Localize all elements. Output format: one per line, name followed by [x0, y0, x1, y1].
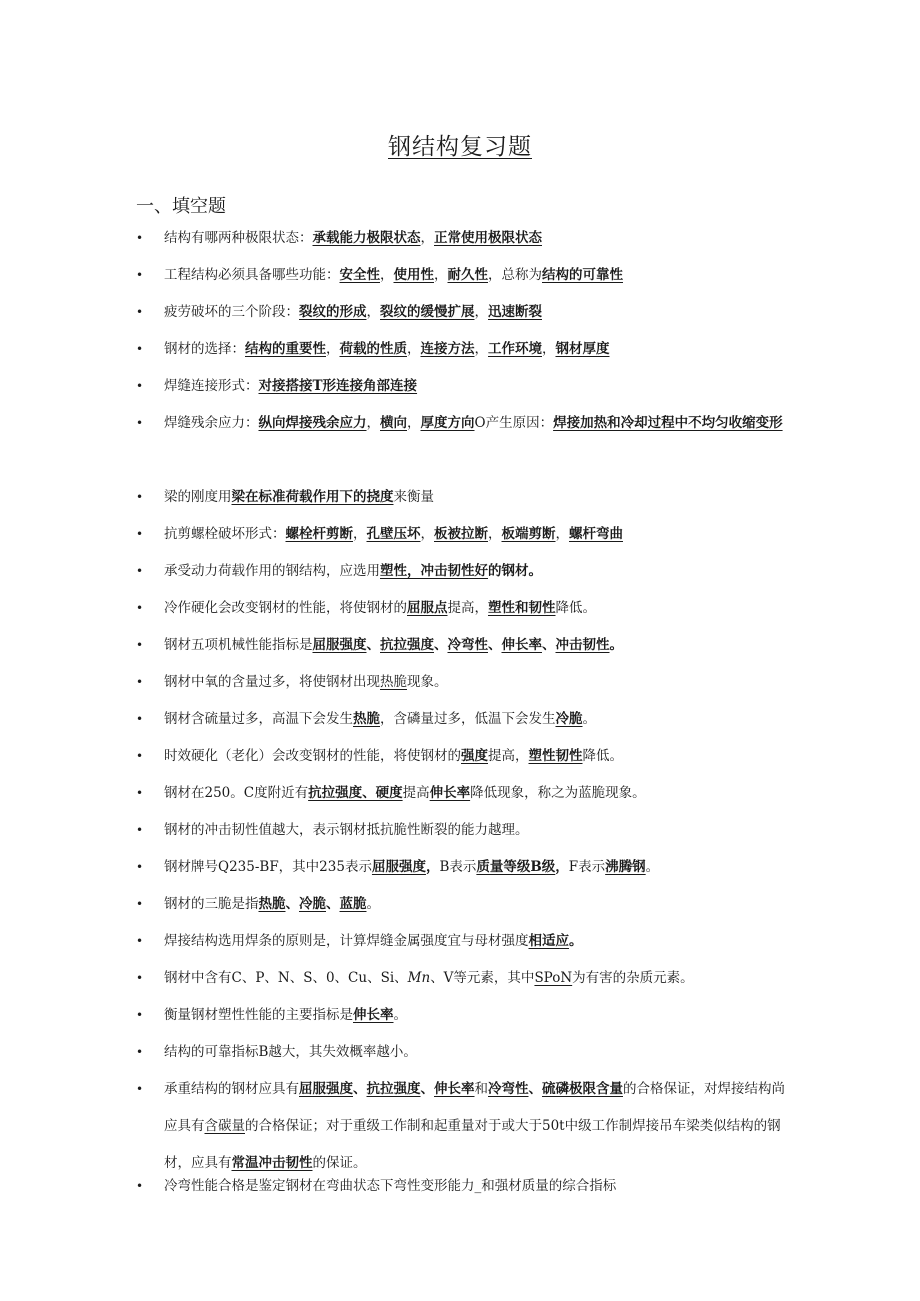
list-item [136, 257, 786, 294]
question-text: 提高 [402, 785, 430, 801]
bullet-icon: • [136, 601, 144, 615]
answer-text: 使用性 [393, 267, 434, 283]
list-item [136, 812, 786, 849]
question-text: 钢材的冲击韧性值越大，表示钢材抵抗脆性断裂的能力越理。 [164, 822, 529, 838]
answer-text: 屈服强度 [299, 1081, 353, 1097]
question-text: 、 [326, 896, 340, 912]
list-item-text [136, 331, 786, 368]
question-text: F表示 [568, 859, 606, 875]
answer-text: 屈服点 [407, 600, 448, 616]
question-text: ， [380, 267, 394, 283]
question-text: 。 [645, 859, 660, 875]
answer-text: 伸长率 [429, 785, 471, 801]
question-text: 焊缝连接形式： [164, 378, 259, 394]
question-text: ， [555, 859, 569, 875]
answer-text: 塑性，冲击韧性好 [380, 563, 488, 579]
question-text: 的合格保证，对焊接结构尚应具有 [164, 1081, 785, 1134]
answer-text: 质量等级B级 [476, 859, 556, 875]
answer-text: 塑性韧性 [528, 748, 583, 764]
list-item-text [136, 923, 786, 960]
answer-text: 板端剪断 [501, 526, 556, 542]
answer-text: SPoN [534, 970, 573, 986]
answer-text: 迅速断裂 [488, 304, 542, 320]
question-text: 降低。 [555, 600, 596, 616]
list-item [136, 960, 786, 997]
question-text: 冷作硬化会改变钢材的性能，将使钢材的 [164, 600, 407, 616]
question-text: 钢材中含有C、P、N、S、0、Cu、Si、 [164, 970, 408, 986]
list-item-text [136, 960, 786, 997]
bullet-icon: • [136, 971, 144, 985]
list-item-text [136, 516, 786, 553]
question-text: 、 [488, 637, 502, 653]
answer-text: 屈服强度 [371, 859, 426, 875]
list-item-text [136, 1168, 786, 1205]
answer-text: 热脆 [258, 896, 286, 912]
list-item [136, 331, 786, 368]
list-item [136, 923, 786, 960]
bullet-icon: • [136, 268, 144, 282]
page-title-text: 钢结构复习题 [388, 134, 532, 160]
answer-text: 沸腾钢 [605, 859, 646, 875]
question-text: ， [542, 341, 556, 357]
bullet-icon: • [136, 786, 144, 800]
answer-text: 冷脆 [299, 896, 326, 912]
list-item [136, 701, 786, 738]
answer-text: 冷弯性 [447, 637, 488, 653]
question-text: ， [474, 341, 488, 357]
question-text: O产生原因： [474, 415, 554, 431]
question-text: ， [488, 526, 502, 542]
question-text: 钢材的三脆是指 [164, 896, 259, 912]
question-text: 钢材五项机械性能指标是 [164, 637, 313, 653]
list-item-text [136, 849, 786, 886]
bullet-icon: • [136, 934, 144, 948]
list-item [136, 1168, 786, 1205]
list-item [136, 997, 786, 1034]
list-item [136, 590, 786, 627]
bullet-icon: • [136, 1082, 144, 1096]
list-item [136, 849, 786, 886]
question-text: ，含磷量过多，低温下会发生 [380, 711, 556, 727]
bullet-icon: • [136, 379, 144, 393]
question-text: ， [425, 859, 440, 875]
answer-text: 正常使用极限状态 [434, 230, 542, 246]
list-item-text [136, 220, 786, 257]
answer-text: 横向 [380, 415, 407, 431]
question-text: ， [407, 415, 421, 431]
question-text: 。 [609, 637, 623, 653]
bullet-icon: • [136, 823, 144, 837]
question-text: 、 [420, 1081, 434, 1097]
answer-text: 钢材厚度 [555, 341, 610, 357]
answer-text: 承载能力极限状态 [312, 230, 421, 246]
question-text: B表示 [439, 859, 477, 875]
list-item-text [136, 368, 786, 405]
bullet-icon: • [136, 638, 144, 652]
question-text: 冷弯性能合格是鉴定钢材在弯曲状态下弯性变形能力_和强材质量的综合指标 [164, 1178, 617, 1194]
question-text: 、 [528, 1081, 542, 1097]
answer-text: 伸长率 [501, 637, 542, 653]
list-item-text [136, 257, 786, 294]
question-text: 钢材含硫量过多，高温下会发生 [164, 711, 353, 727]
answer-text: 含碳量 [204, 1118, 245, 1134]
list-item-text [136, 775, 786, 812]
question-text: 焊缝残余应力： [164, 415, 259, 431]
list-item-text [136, 590, 786, 627]
answer-text: 硫磷极限含量 [542, 1081, 623, 1097]
bullet-icon: • [136, 1045, 144, 1059]
question-text: 、 [353, 1081, 367, 1097]
bullet-icon: • [136, 897, 144, 911]
question-text: ， [474, 304, 488, 320]
question-text: ， [434, 267, 448, 283]
question-text: 、 [366, 637, 380, 653]
answer-text: 耐久性 [447, 267, 488, 283]
answer-text: 抗拉强度、硬度 [308, 785, 403, 801]
list-item-text [136, 886, 786, 923]
list-item [136, 738, 786, 775]
question-text: 衡量钢材塑性性能的主要指标是 [164, 1007, 353, 1023]
answer-text: 屈服强度 [312, 637, 367, 653]
list-item-text [136, 664, 786, 701]
bullet-icon: • [136, 675, 144, 689]
question-text: Mn [407, 970, 431, 986]
bullet-icon: • [136, 231, 144, 245]
question-text: 、V等元素，其中 [430, 970, 535, 986]
answer-text: 焊接加热和冷却过程中不均匀收缩变形 [553, 415, 783, 431]
answer-text: 结构的可靠性 [542, 267, 623, 283]
answer-text: 工作环境 [488, 341, 542, 357]
list-item-text [136, 553, 786, 590]
question-text: ， [326, 341, 340, 357]
answer-text: 冷弯性 [488, 1081, 529, 1097]
question-text: 提高， [488, 748, 529, 764]
answer-text: 螺杆弯曲 [569, 526, 623, 542]
question-text: 梁的刚度用 [164, 489, 232, 505]
answer-text: 裂纹的形成 [299, 304, 367, 320]
question-text: 钢材的选择： [164, 341, 245, 357]
page-title [0, 128, 920, 161]
question-text: 提高， [447, 600, 488, 616]
question-text: 工程结构必须具备哪些功能： [164, 267, 340, 283]
list-item [136, 627, 786, 664]
bullet-icon: • [136, 490, 144, 504]
answer-text: 抗拉强度 [380, 637, 434, 653]
list-item-text [136, 1071, 786, 1182]
answer-text: 伸长率 [353, 1007, 394, 1023]
answer-text: 强度 [461, 748, 488, 764]
answer-text: 结构的重要性 [245, 341, 326, 357]
question-text: 为有害的杂质元素。 [572, 970, 694, 986]
list-item [136, 664, 786, 701]
question-text: ， [420, 230, 434, 246]
list-item-text [136, 812, 786, 849]
bullet-icon: • [136, 342, 144, 356]
answer-text: 板被拉断 [434, 526, 488, 542]
bullet-icon: • [136, 564, 144, 578]
answer-text: 热脆 [380, 674, 407, 690]
list-item [136, 220, 786, 257]
question-text: 和 [474, 1081, 488, 1097]
question-text: ， [366, 304, 380, 320]
list-item [136, 1034, 786, 1071]
bullet-icon: • [136, 416, 144, 430]
answer-text: 裂纹的缓慢扩展 [380, 304, 475, 320]
bullet-icon: • [136, 860, 144, 874]
question-text: 、 [285, 896, 299, 912]
question-text: 的钢材。 [488, 563, 542, 579]
question-text: ， [366, 415, 380, 431]
question-text: ， [353, 526, 367, 542]
question-text: 时效硬化（老化）会改变钢材的性能，将使钢材的 [164, 748, 461, 764]
answer-text: 梁在标准荷载作用下的挠度 [231, 489, 394, 505]
question-text: 焊接结构选用焊条的原则是，计算焊缝金属强度宜与母材强度 [164, 933, 529, 949]
answer-text: 抗拉强度 [366, 1081, 421, 1097]
answer-text: 连接方法 [420, 341, 475, 357]
list-item [136, 294, 786, 331]
list-item [136, 886, 786, 923]
list-item [136, 368, 786, 405]
question-text: 。 [569, 933, 583, 949]
question-text: ， [407, 341, 421, 357]
list-item-text [136, 1034, 786, 1071]
question-text: ，总称为 [488, 267, 542, 283]
answer-text: 荷载的性质 [339, 341, 407, 357]
question-text: 钢材牌号Q235-BF，其中235表示 [164, 859, 372, 875]
list-item-text [136, 479, 786, 516]
question-text: 。 [582, 711, 596, 727]
question-text: 钢材在250。C度附近有 [164, 785, 309, 801]
question-text: 、 [434, 637, 448, 653]
question-text: 结构的可靠指标B越大，其失效概率越小。 [164, 1044, 417, 1060]
list-item-text [136, 738, 786, 775]
bullet-icon: • [136, 527, 144, 541]
list-item [136, 1071, 786, 1182]
question-text: 。 [393, 1007, 407, 1023]
question-text: 、 [542, 637, 556, 653]
question-text: ， [420, 526, 434, 542]
answer-text: 常温冲击韧性 [231, 1155, 313, 1171]
list-item-text [136, 701, 786, 738]
question-text: 钢材中氧的含量过多，将使钢材出现 [164, 674, 380, 690]
question-text: 结构有哪两种极限状态： [164, 230, 313, 246]
answer-text: 塑性和韧性 [488, 600, 556, 616]
bullet-icon: • [136, 1179, 144, 1193]
answer-text: 厚度方向 [420, 415, 475, 431]
bullet-icon: • [136, 1008, 144, 1022]
bullet-icon: • [136, 305, 144, 319]
question-text: 疲劳破坏的三个阶段： [164, 304, 299, 320]
list-item [136, 553, 786, 590]
bullet-icon: • [136, 712, 144, 726]
question-text: 承重结构的钢材应具有 [164, 1081, 299, 1097]
answer-text: 热脆 [353, 711, 380, 727]
list-item [136, 516, 786, 553]
answer-text: 孔壁压坏 [366, 526, 421, 542]
list-item-text [136, 627, 786, 664]
question-text: 降低。 [582, 748, 623, 764]
question-text: 来衡量 [393, 489, 434, 505]
question-text: 现象。 [407, 674, 448, 690]
answer-text: 螺栓杆剪断 [285, 526, 353, 542]
list-item [136, 479, 786, 516]
answer-text: 蓝脆 [339, 896, 367, 912]
question-text: ， [555, 526, 569, 542]
answer-text: 冷脆 [555, 711, 583, 727]
section-heading: 一、填空题 [136, 196, 226, 217]
bullet-icon: • [136, 749, 144, 763]
answer-text: 对接搭接T形连接角部连接 [258, 378, 418, 394]
list-item-text [136, 405, 786, 442]
answer-text: 纵向焊接残余应力 [258, 415, 367, 431]
answer-text: 安全性 [339, 267, 380, 283]
question-text: 。 [366, 896, 380, 912]
question-text: 降低现象，称之为蓝脆现象。 [470, 785, 646, 801]
list-item-text [136, 997, 786, 1034]
list-item [136, 775, 786, 812]
question-text: 抗剪螺栓破坏形式： [164, 526, 286, 542]
question-text: 的合格保证；对于重级工作制和起重量对于或大于50t中级工作制焊接吊车梁类似结构的钢材，应具有 [164, 1118, 781, 1171]
answer-text: 伸长率 [434, 1081, 475, 1097]
answer-text: 冲击韧性 [555, 637, 610, 653]
question-text: 的保证。 [312, 1155, 367, 1171]
question-text: 承受动力荷载作用的钢结构，应选用 [164, 563, 380, 579]
list-item [136, 405, 786, 442]
list-item-text [136, 294, 786, 331]
answer-text: 相适应 [528, 933, 569, 949]
